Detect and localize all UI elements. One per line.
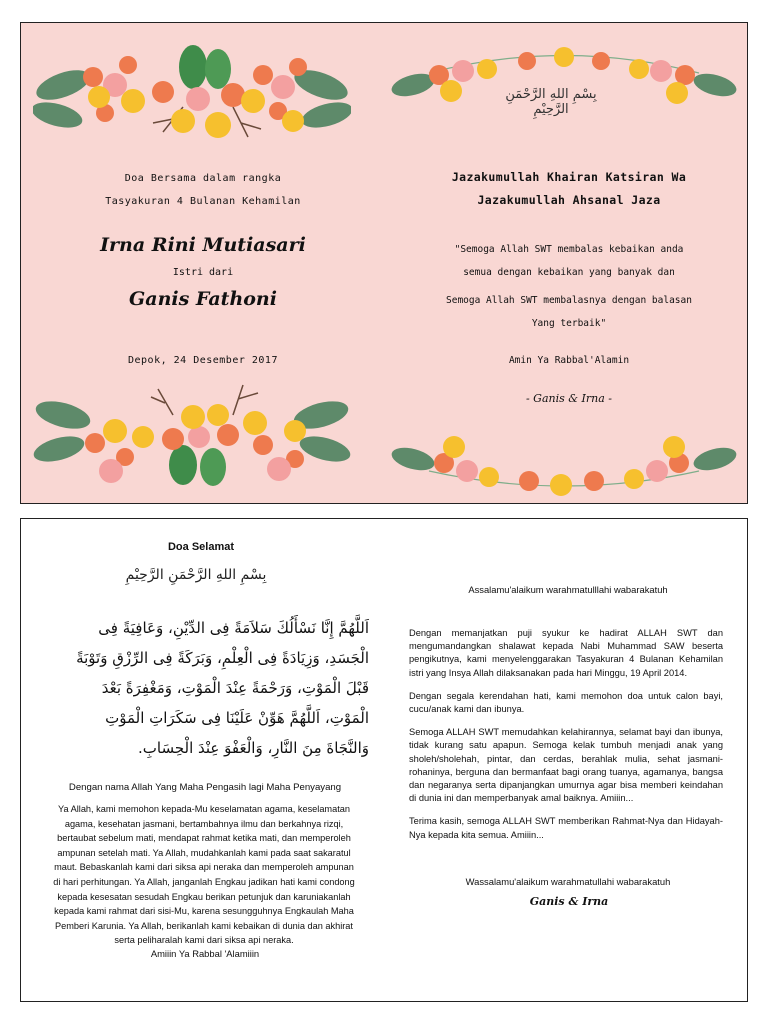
floral-ornament-bottom-left	[33, 375, 351, 495]
doa-letter-panel	[20, 518, 748, 1002]
intro-line-2: Tasyakuran 4 Bulanan Kehamilan	[105, 196, 301, 207]
basmala-calligraphy: بِسْمِ اللهِ الرَّحْمَنِ الرَّحِيْمِ	[505, 87, 597, 117]
translation-line: ampunan setelah mati. Ya Allah, mudahkanlah kami pada saat sakaratul	[57, 847, 351, 858]
arabic-line: اَللَّهُمَّ إِنَّا نَسْأَلُكَ سَلاَمَةً فِى الدِّيْنِ، وَعَافِيَةً فِى	[98, 619, 369, 637]
doa-translation	[51, 802, 357, 948]
translation-line: di hari perhitungan. Ya Allah, janganlah Engkau jadikan hati kami condong	[53, 876, 355, 887]
letter-greeting: Assalamu'alaikum warahmatulllahi wabarakatuh	[468, 584, 668, 595]
amin-line: Amin Ya Rabbal'Alamin	[508, 355, 630, 366]
arabic-line: قَبْلَ الْمَوْتِ، وَرَحْمَةً عِنْدَ الْمَوْتِ، وَمَغْفِرَةً بَعْدَ	[101, 679, 369, 697]
place-date: Depok, 24 Desember 2017	[128, 355, 278, 366]
intro-line-1: Doa Bersama dalam rangka	[124, 173, 282, 184]
thanks-signature: - Ganis & Irna -	[525, 392, 613, 405]
wife-name: Irna Rini Mutiasari	[100, 234, 306, 256]
floral-ornament-top-left	[33, 37, 351, 155]
arabic-line: وَالنَّجَاةَ مِنَ النَّارِ، وَالْعَفْوَ عِنْدَ الْحِسَابِ.	[138, 739, 369, 757]
translation-line: serta peliharalah kami dari siksa api neraka.	[114, 935, 294, 946]
translation-line: Ya Allah, kami memohon kepada-Mu keselamatan agama, keselamatan	[58, 804, 350, 814]
translation-line: bertaubat sebelum mati, mendapat rahmat ketika mati, dan memperoleh	[57, 833, 351, 844]
doa-basmala: بِسْمِ اللهِ الرَّحْمَنِ الرَّحِيْمِ	[125, 567, 267, 583]
letter-paragraph: Dengan segala kerendahan hati, kami memohon doa untuk calon bayi, cucu/anak kami dan ibunya.	[409, 690, 723, 715]
letter-closing: Wassalamu'alaikum warahmatullahi wabarakatuh	[465, 876, 671, 887]
translation-line: agama, kesehatan jasmani, bertambahnya ilmu dan berkahnya rizqi,	[64, 818, 344, 829]
letter-paragraph: Semoga ALLAH SWT memudahkan kelahirannya, selamat bayi dan ibunya, tidak kurang satu apapun. Semoga kelak tumbuh menjadi anak yang sholeh/sholehah, pintar, dan cerdas, berahlak mulia, sehat jasmani-rohaninya, berguna dan bermanfaat bagi orang tuanya, agamanya, bangsa dan negaranya serta dipanjangkan umurnya agar bisa memberi keindahan di dunia ini dan memperbanyak amal baiknya. Amiiin...	[409, 727, 723, 804]
thanks-title-line-1: Jazakumullah Khairan Katsiran Wa	[451, 170, 687, 184]
letter-paragraph: Dengan memanjatkan puji syukur ke hadirat ALLAH SWT dan mengumandangkan shalawat kepada Nabi Muhammad SAW beserta pengikutnya, kami menyelenggarakan Tasyakuran 4 Bulanan Kehamilan istri yang Insya Allah dilaksanakan pada hari Minggu, 19 April 2014.	[409, 628, 723, 678]
letter-body	[409, 627, 723, 842]
quote-line-3: Semoga Allah SWT membalasnya dengan balasan	[446, 295, 692, 306]
doa-subtitle: Dengan nama Allah Yang Maha Pengasih lagi Maha Penyayang	[68, 782, 342, 793]
letter-paragraph: Terima kasih, semoga ALLAH SWT memberikan Rahmat-Nya dan Hidayah-Nya kepada kita semua. Amiiin...	[409, 816, 723, 840]
translation-line: kepada kesesatan sesudah Engkau berikan petunjuk dan karuniakanlah	[57, 891, 351, 902]
quote-line-4: Yang terbaik"	[531, 318, 607, 329]
spouse-label: Istri dari	[172, 267, 234, 278]
floral-garland-bottom-right	[389, 431, 739, 497]
invitation-cover-panel	[20, 22, 748, 504]
doa-closing: Amiiin Ya Rabbal 'Alamiiin	[150, 948, 260, 959]
husband-name: Ganis Fathoni	[129, 288, 277, 310]
translation-line: Pemberi Karunia. Ya Allah, berikanlah kami kebaikan di dunia dan akhirat	[55, 920, 353, 931]
doa-title: Doa Selamat	[167, 541, 235, 553]
letter-signature: Ganis & Irna	[529, 895, 609, 908]
translation-line: kepada kami rahmat dari sisi-Mu, karena sesungguhnya Engkaulah Maha	[54, 906, 354, 917]
arabic-line: الْجَسَدِ، وَزِيَادَةً فِى الْعِلْمِ، وَبَرَكَةً فِى الرِّزْقِ وَتَوْبَةً	[76, 649, 369, 667]
quote-line-2: semua dengan kebaikan yang banyak dan	[463, 267, 675, 278]
thanks-title-line-2: Jazakumullah Ahsanal Jaza	[477, 193, 661, 207]
arabic-line: الْمَوْتِ، اَللَّهُمَّ هَوِّنْ عَلَيْنَا فِى سَكَرَاتِ الْمَوْتِ	[105, 709, 369, 727]
arabic-prayer	[69, 613, 369, 763]
quote-line-1: "Semoga Allah SWT membalas kebaikan anda	[454, 244, 684, 255]
translation-line: maut. Bebaskanlah kami dari siksa api neraka dan memperoleh ampunan	[54, 862, 354, 873]
